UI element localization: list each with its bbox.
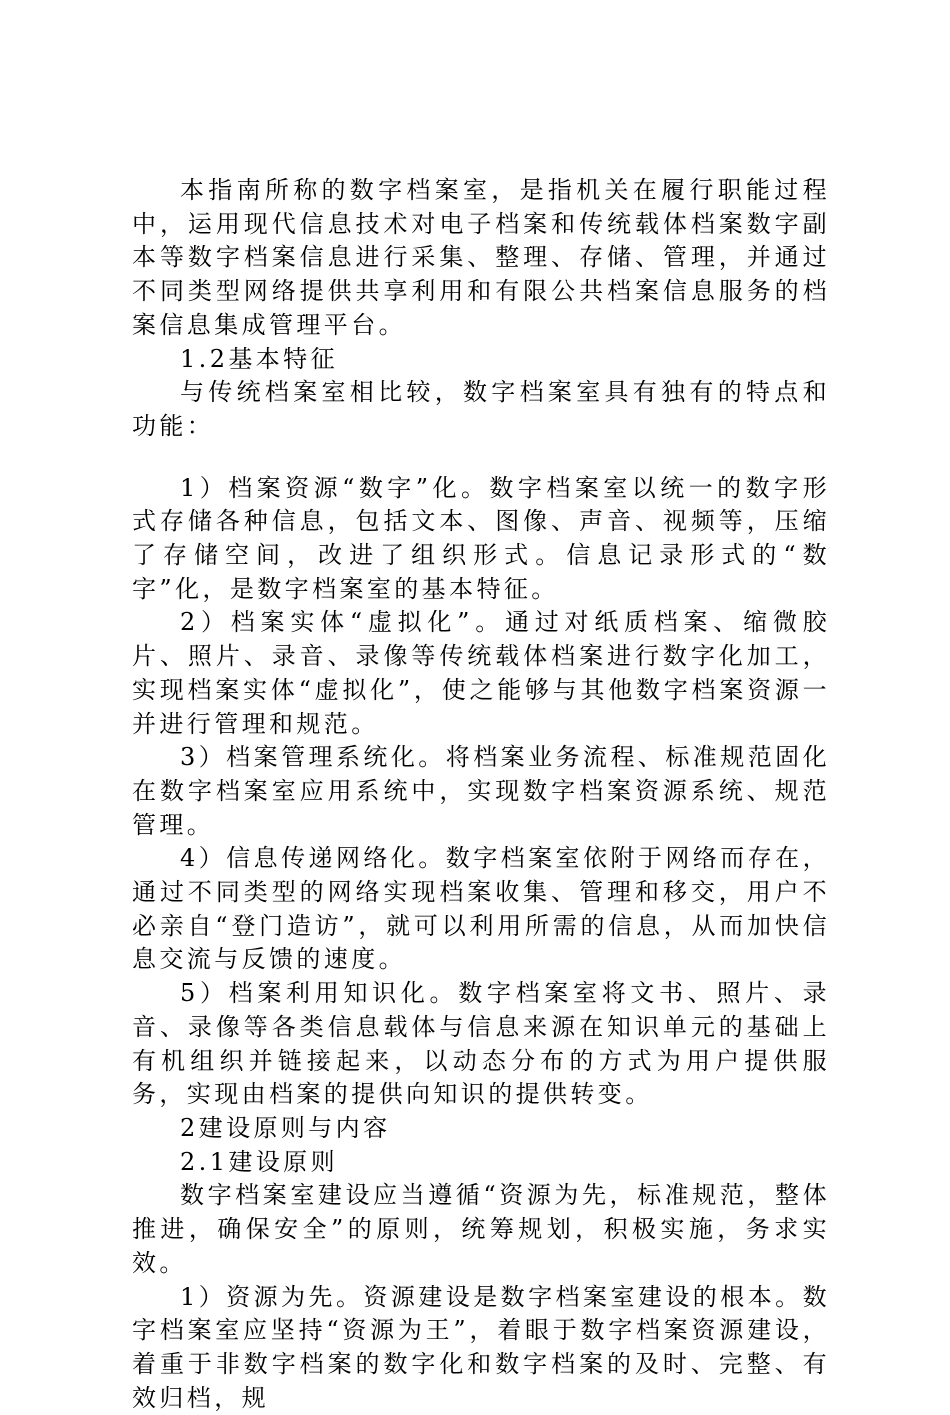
paragraph-feature-3: 3）档案管理系统化。将档案业务流程、标准规范固化在数字档案室应用系统中，实现数字档案资源系统、规范管理。: [132, 741, 830, 842]
paragraph-feature-5: 5）档案利用知识化。数字档案室将文书、照片、录音、录像等各类信息载体与信息来源在知识单元的基础上有机组织并链接起来，以动态分布的方式为用户提供服务，实现由档案的提供向知识的提供转变。: [132, 977, 830, 1112]
section-heading-2-1: 2.1建设原则: [132, 1146, 830, 1180]
section-heading-2: 2建设原则与内容: [132, 1112, 830, 1146]
paragraph-definition: 本指南所称的数字档案室，是指机关在履行职能过程中，运用现代信息技术对电子档案和传统载体档案数字副本等数字档案信息进行采集、整理、存储、管理，并通过不同类型网络提供共享利用和有限公共档案信息服务的档案信息集成管理平台。: [132, 174, 830, 343]
document-page: [132, 174, 830, 1415]
paragraph-feature-1: 1）档案资源“数字”化。数字档案室以统一的数字形式存储各种信息，包括文本、图像、声音、视频等，压缩了存储空间，改进了组织形式。信息记录形式的“数字”化，是数字档案室的基本特征。: [132, 472, 830, 607]
paragraph-feature-4: 4）信息传递网络化。数字档案室依附于网络而存在，通过不同类型的网络实现档案收集、管理和移交，用户不必亲自“登门造访”，就可以利用所需的信息，从而加快信息交流与反馈的速度。: [132, 842, 830, 977]
paragraph-principles: 数字档案室建设应当遵循“资源为先，标准规范，整体推进，确保安全”的原则，统筹规划，积极实施，务求实效。: [132, 1179, 830, 1280]
paragraph-principle-1: 1）资源为先。资源建设是数字档案室建设的根本。数字档案室应坚持“资源为王”，着眼于数字档案资源建设，着重于非数字档案的数字化和数字档案的及时、完整、有效归档，规: [132, 1281, 830, 1415]
paragraph-comparison-intro: 与传统档案室相比较，数字档案室具有独有的特点和功能：: [132, 376, 830, 443]
paragraph-feature-2: 2）档案实体“虚拟化”。通过对纸质档案、缩微胶片、照片、录音、录像等传统载体档案进行数字化加工，实现档案实体“虚拟化”，使之能够与其他数字档案资源一并进行管理和规范。: [132, 606, 830, 741]
section-heading-1-2: 1.2基本特征: [132, 343, 830, 377]
